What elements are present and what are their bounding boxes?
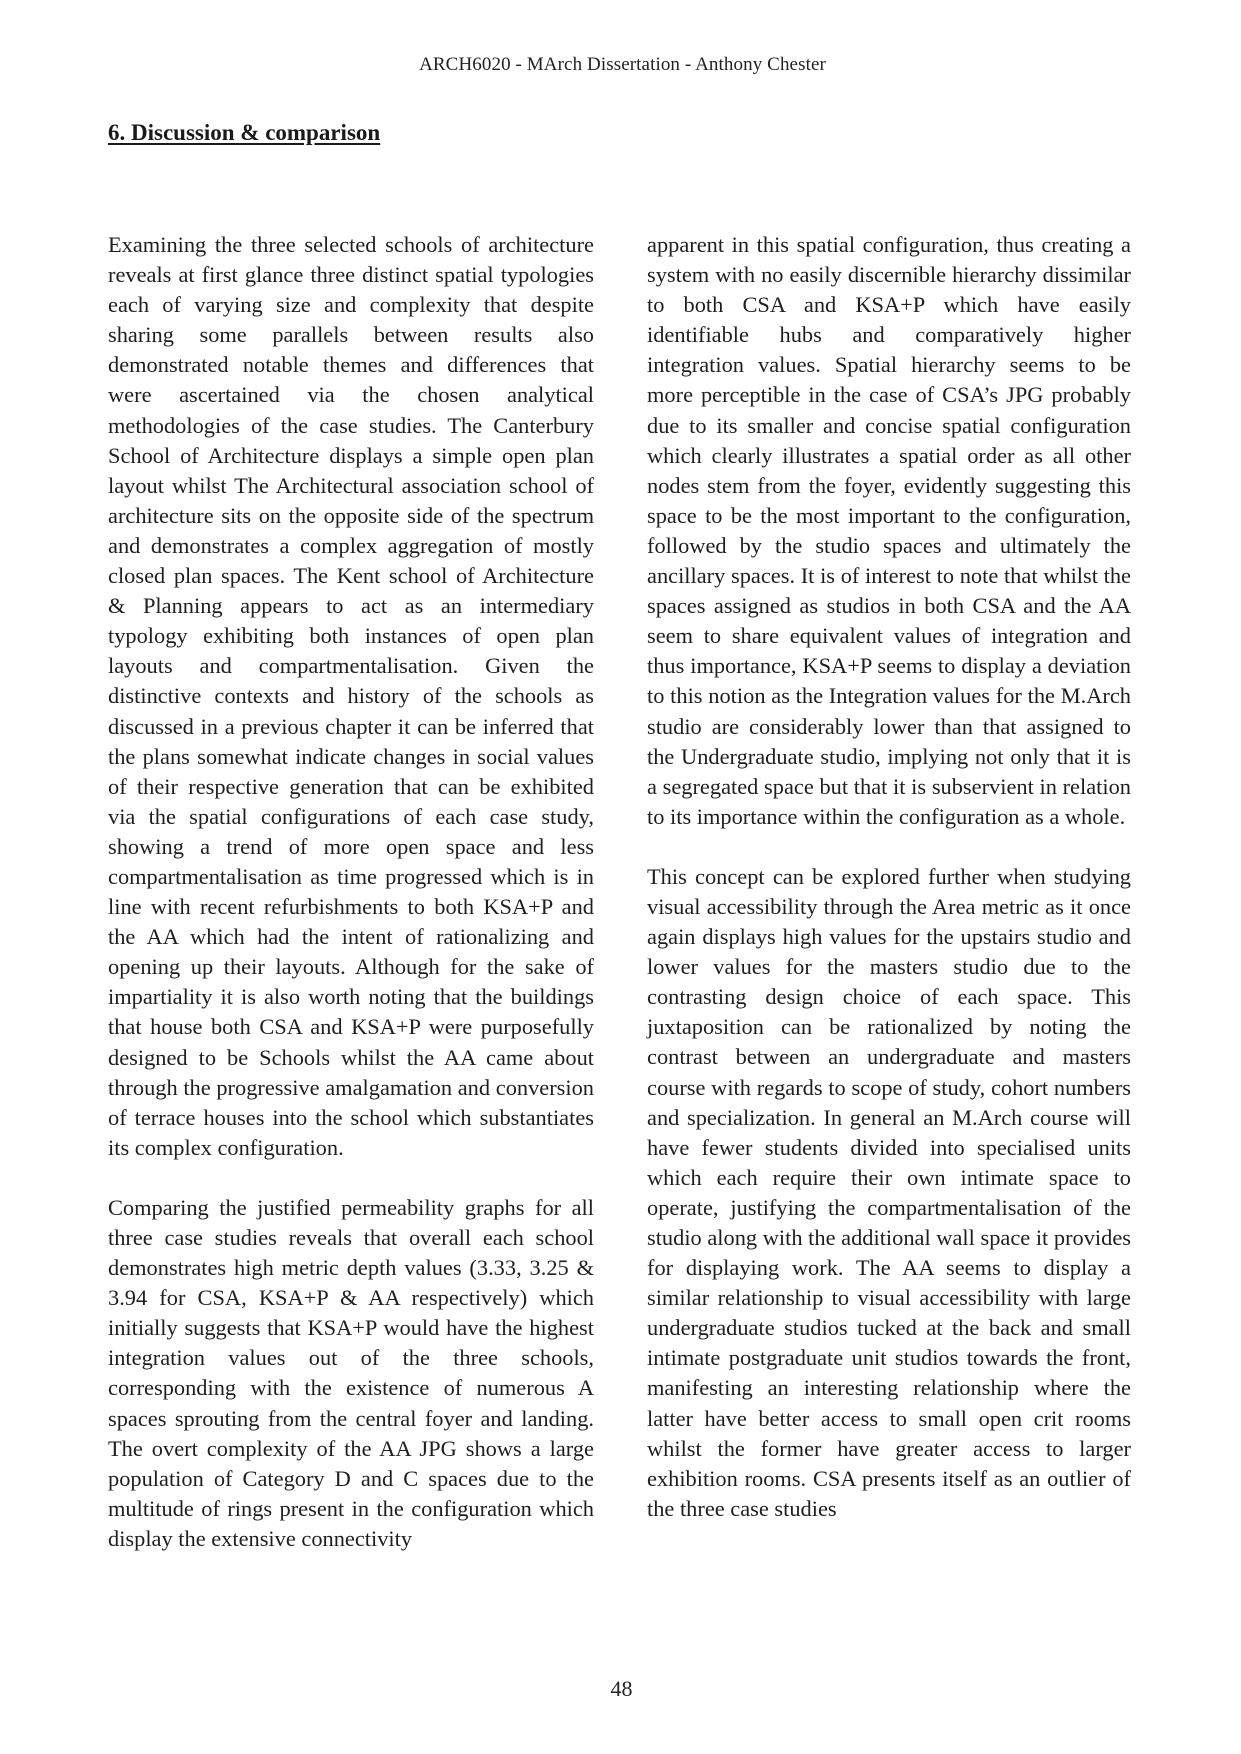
body-paragraph: Comparing the justified permeability graphs for all three case studies reveals that overall each school demonstrates high metric depth values (3.33, 3.25 & 3.94 for CSA, KSA+P & AA respectively) which initially suggests that KSA+P would have the highest integration values out of the three schools, corresponding with the existence of numerous A spaces sprouting from the central foyer and landing. The overt complexity of the AA JPG shows a large population of Category D and C spaces due to the multitude of rings present in the configuration which display the extensive connectivity bbox=[108, 1194, 594, 1551]
page-number: 48 bbox=[610, 1676, 633, 1701]
right-column bbox=[647, 230, 1131, 1524]
left-column bbox=[108, 230, 594, 1554]
body-paragraph: Examining the three selected schools of architecture reveals at first glance three distinct spatial typologies each of varying size and complexity that despite sharing some parallels between results also demonstrated notable themes and differences that were ascertained via the chosen analytical methodologies of the case studies. The Canterbury School of Architecture displays a simple open plan layout whilst The Architectural association school of architecture sits on the opposite side of the spectrum and demonstrates a complex aggregation of mostly closed plan spaces. The Kent school of Architecture & Planning appears to act as an intermediary typology exhibiting both instances of open plan layouts and compartmentalisation. Given the distinctive contexts and history of the schools as discussed in a previous chapter it can be inferred that the plans somewhat indicate changes in social values of their respective generation that can be exhibited via the spatial configurations of each case study, showing a trend of more open space and less compartmentalisation as time progressed which is in line with recent refurbishments to both KSA+P and the AA which had the intent of rationalizing and opening up their layouts. Although for the sake of impartiality it is also worth noting that the buildings that house both CSA and KSA+P were purposefully designed to be Schools whilst the AA came about through the progressive amalgamation and conversion of terrace houses into the school which substantiates its complex configuration. bbox=[108, 232, 594, 1160]
section-heading: 6. Discussion & comparison bbox=[108, 120, 381, 145]
body-paragraph: This concept can be explored further when studying visual accessibility through the Area metric as it once again displays high values for the upstairs studio and lower values for the masters studio due to the contrasting design choice of each space. This juxtaposition can be rationalized by noting the contrast between an undergraduate and masters course with regards to scope of study, cohort numbers and specialization. In general an M.Arch course will have fewer students divided into specialised units which each require their own intimate space to operate, justifying the compartmentalisation of the studio along with the additional wall space it provides for displaying work. The AA seems to display a similar relationship to visual accessibility with large undergraduate studios tucked at the back and small intimate postgraduate unit studios towards the front, manifesting an interesting relationship where the latter have better access to small open crit rooms whilst the former have greater access to larger exhibition rooms. CSA presents itself as an outlier of the three case studies bbox=[647, 863, 1131, 1521]
running-header: ARCH6020 - MArch Dissertation - Anthony Chester bbox=[419, 54, 826, 75]
body-paragraph: apparent in this spatial configuration, thus creating a system with no easily discernible hierarchy dissimilar to both CSA and KSA+P which have easily identifiable hubs and comparatively higher integration values. Spatial hierarchy seems to be more perceptible in the case of CSA’s JPG probably due to its smaller and concise spatial configuration which clearly illustrates a spatial order as all other nodes stem from the foyer, evidently suggesting this space to be the most important to the configuration, followed by the studio spaces and ultimately the ancillary spaces. It is of interest to note that whilst the spaces assigned as studios in both CSA and the AA seem to share equivalent values of integration and thus importance, KSA+P seems to display a deviation to this notion as the Integration values for the M.Arch studio are considerably lower than that assigned to the Undergraduate studio, implying not only that it is a segregated space but that it is subservient in relation to its importance within the configuration as a whole. bbox=[647, 232, 1131, 829]
